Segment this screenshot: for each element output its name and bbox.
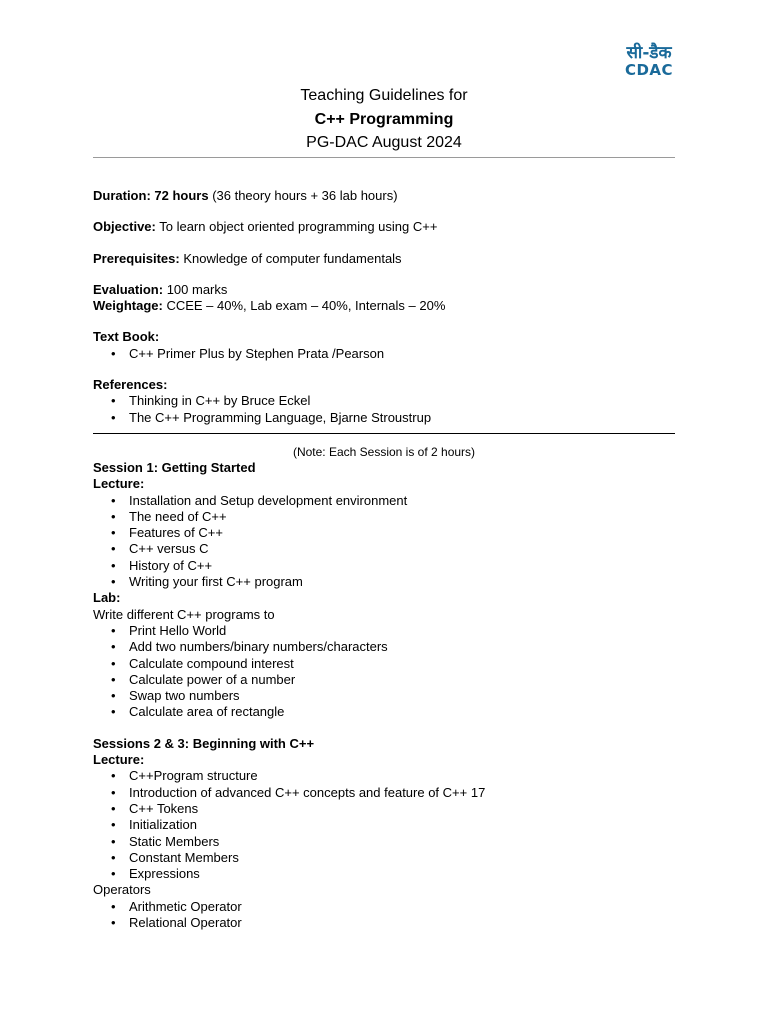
list-item: • The need of C++ [93, 509, 675, 525]
references-label: References: [93, 377, 168, 393]
prerequisites-label: Prerequisites: [93, 250, 180, 266]
list-item: • C++ versus C [93, 541, 675, 557]
course-overview [93, 188, 675, 426]
objective-value: To learn object oriented programming using C++ [155, 219, 438, 235]
header-divider [93, 157, 675, 158]
textbook-heading [93, 329, 675, 345]
duration-label: Duration: 72 hours [93, 188, 209, 203]
list-item: • Calculate area of rectangle [93, 704, 675, 720]
objective-label: Objective: [93, 219, 156, 235]
prerequisites-line [93, 251, 675, 267]
session1-title: Session 1: Getting Started [93, 460, 256, 475]
weightage-line [93, 298, 675, 314]
session1-heading [93, 460, 675, 476]
session1-lab-heading [93, 590, 675, 606]
list-item: • C++ Tokens [93, 801, 675, 817]
session1-lab-list [93, 623, 675, 721]
list-item: • Print Hello World [93, 623, 675, 639]
textbook-list [93, 346, 675, 362]
list-item: • Static Members [93, 834, 675, 850]
list-item: • Introduction of advanced C++ concepts and feature of C++ 17 [93, 785, 675, 801]
list-item: • C++Program structure [93, 768, 675, 784]
session1-lab-label: Lab: [93, 590, 121, 606]
session1-lab-intro: Write different C++ programs to [93, 606, 275, 622]
session1-lecture-label: Lecture: [93, 476, 145, 492]
session1-lecture-heading [93, 476, 675, 492]
prerequisites-value: Knowledge of computer fundamentals [179, 250, 402, 266]
list-item: • Thinking in C++ by Bruce Eckel [93, 393, 675, 409]
evaluation-label: Evaluation: [93, 281, 164, 297]
list-item: • Features of C++ [93, 525, 675, 541]
list-item: • C++ Primer Plus by Stephen Prata /Pearson [93, 346, 675, 362]
list-item: • Constant Members [93, 850, 675, 866]
objective-line [93, 219, 675, 235]
list-item: • The C++ Programming Language, Bjarne Stroustrup [93, 410, 675, 426]
batch-title: PG-DAC August 2024 [306, 134, 462, 151]
evaluation-line [93, 282, 675, 298]
list-item: • History of C++ [93, 558, 675, 574]
list-item: • Calculate compound interest [93, 656, 675, 672]
references-heading [93, 377, 675, 393]
duration-value: (36 theory hours + 36 lab hours) [208, 188, 398, 203]
session23-lecture-list [93, 768, 675, 882]
textbook-label: Text Book: [93, 329, 160, 345]
list-item: • Swap two numbers [93, 688, 675, 704]
weightage-value: CCEE – 40%, Lab exam – 40%, Internals – 20% [162, 298, 446, 314]
sessions-content [93, 444, 675, 931]
list-item: • Add two numbers/binary numbers/characters [93, 639, 675, 655]
section-divider [93, 433, 675, 434]
list-item: • Expressions [93, 866, 675, 882]
session-note: (Note: Each Session is of 2 hours) [292, 445, 476, 459]
course-title: C++ Programming [314, 111, 454, 128]
cdac-logo [622, 44, 676, 80]
list-item: • Installation and Setup development environment [93, 493, 675, 509]
title-line-1: Teaching Guidelines for [300, 87, 468, 104]
weightage-label: Weightage: [93, 298, 163, 314]
logo-hindi-text: सी-डैक [626, 43, 672, 63]
logo-english-text: CDAC [624, 61, 674, 79]
list-item: • Calculate power of a number [93, 672, 675, 688]
list-item: • Arithmetic Operator [93, 899, 675, 915]
document-title-block [93, 86, 675, 153]
evaluation-value: 100 marks [163, 281, 228, 297]
list-item: • Writing your first C++ program [93, 574, 675, 590]
list-item: • Relational Operator [93, 915, 675, 931]
session23-title: Sessions 2 & 3: Beginning with C++ [93, 735, 315, 751]
duration-line [93, 188, 675, 204]
list-item: • Initialization [93, 817, 675, 833]
session23-lecture-heading [93, 752, 675, 768]
session23-lecture-label: Lecture: [93, 752, 145, 768]
session1-lecture-list [93, 493, 675, 591]
session23-heading [93, 736, 675, 752]
operators-heading: Operators [93, 882, 151, 898]
references-list [93, 393, 675, 426]
operators-list [93, 899, 675, 932]
